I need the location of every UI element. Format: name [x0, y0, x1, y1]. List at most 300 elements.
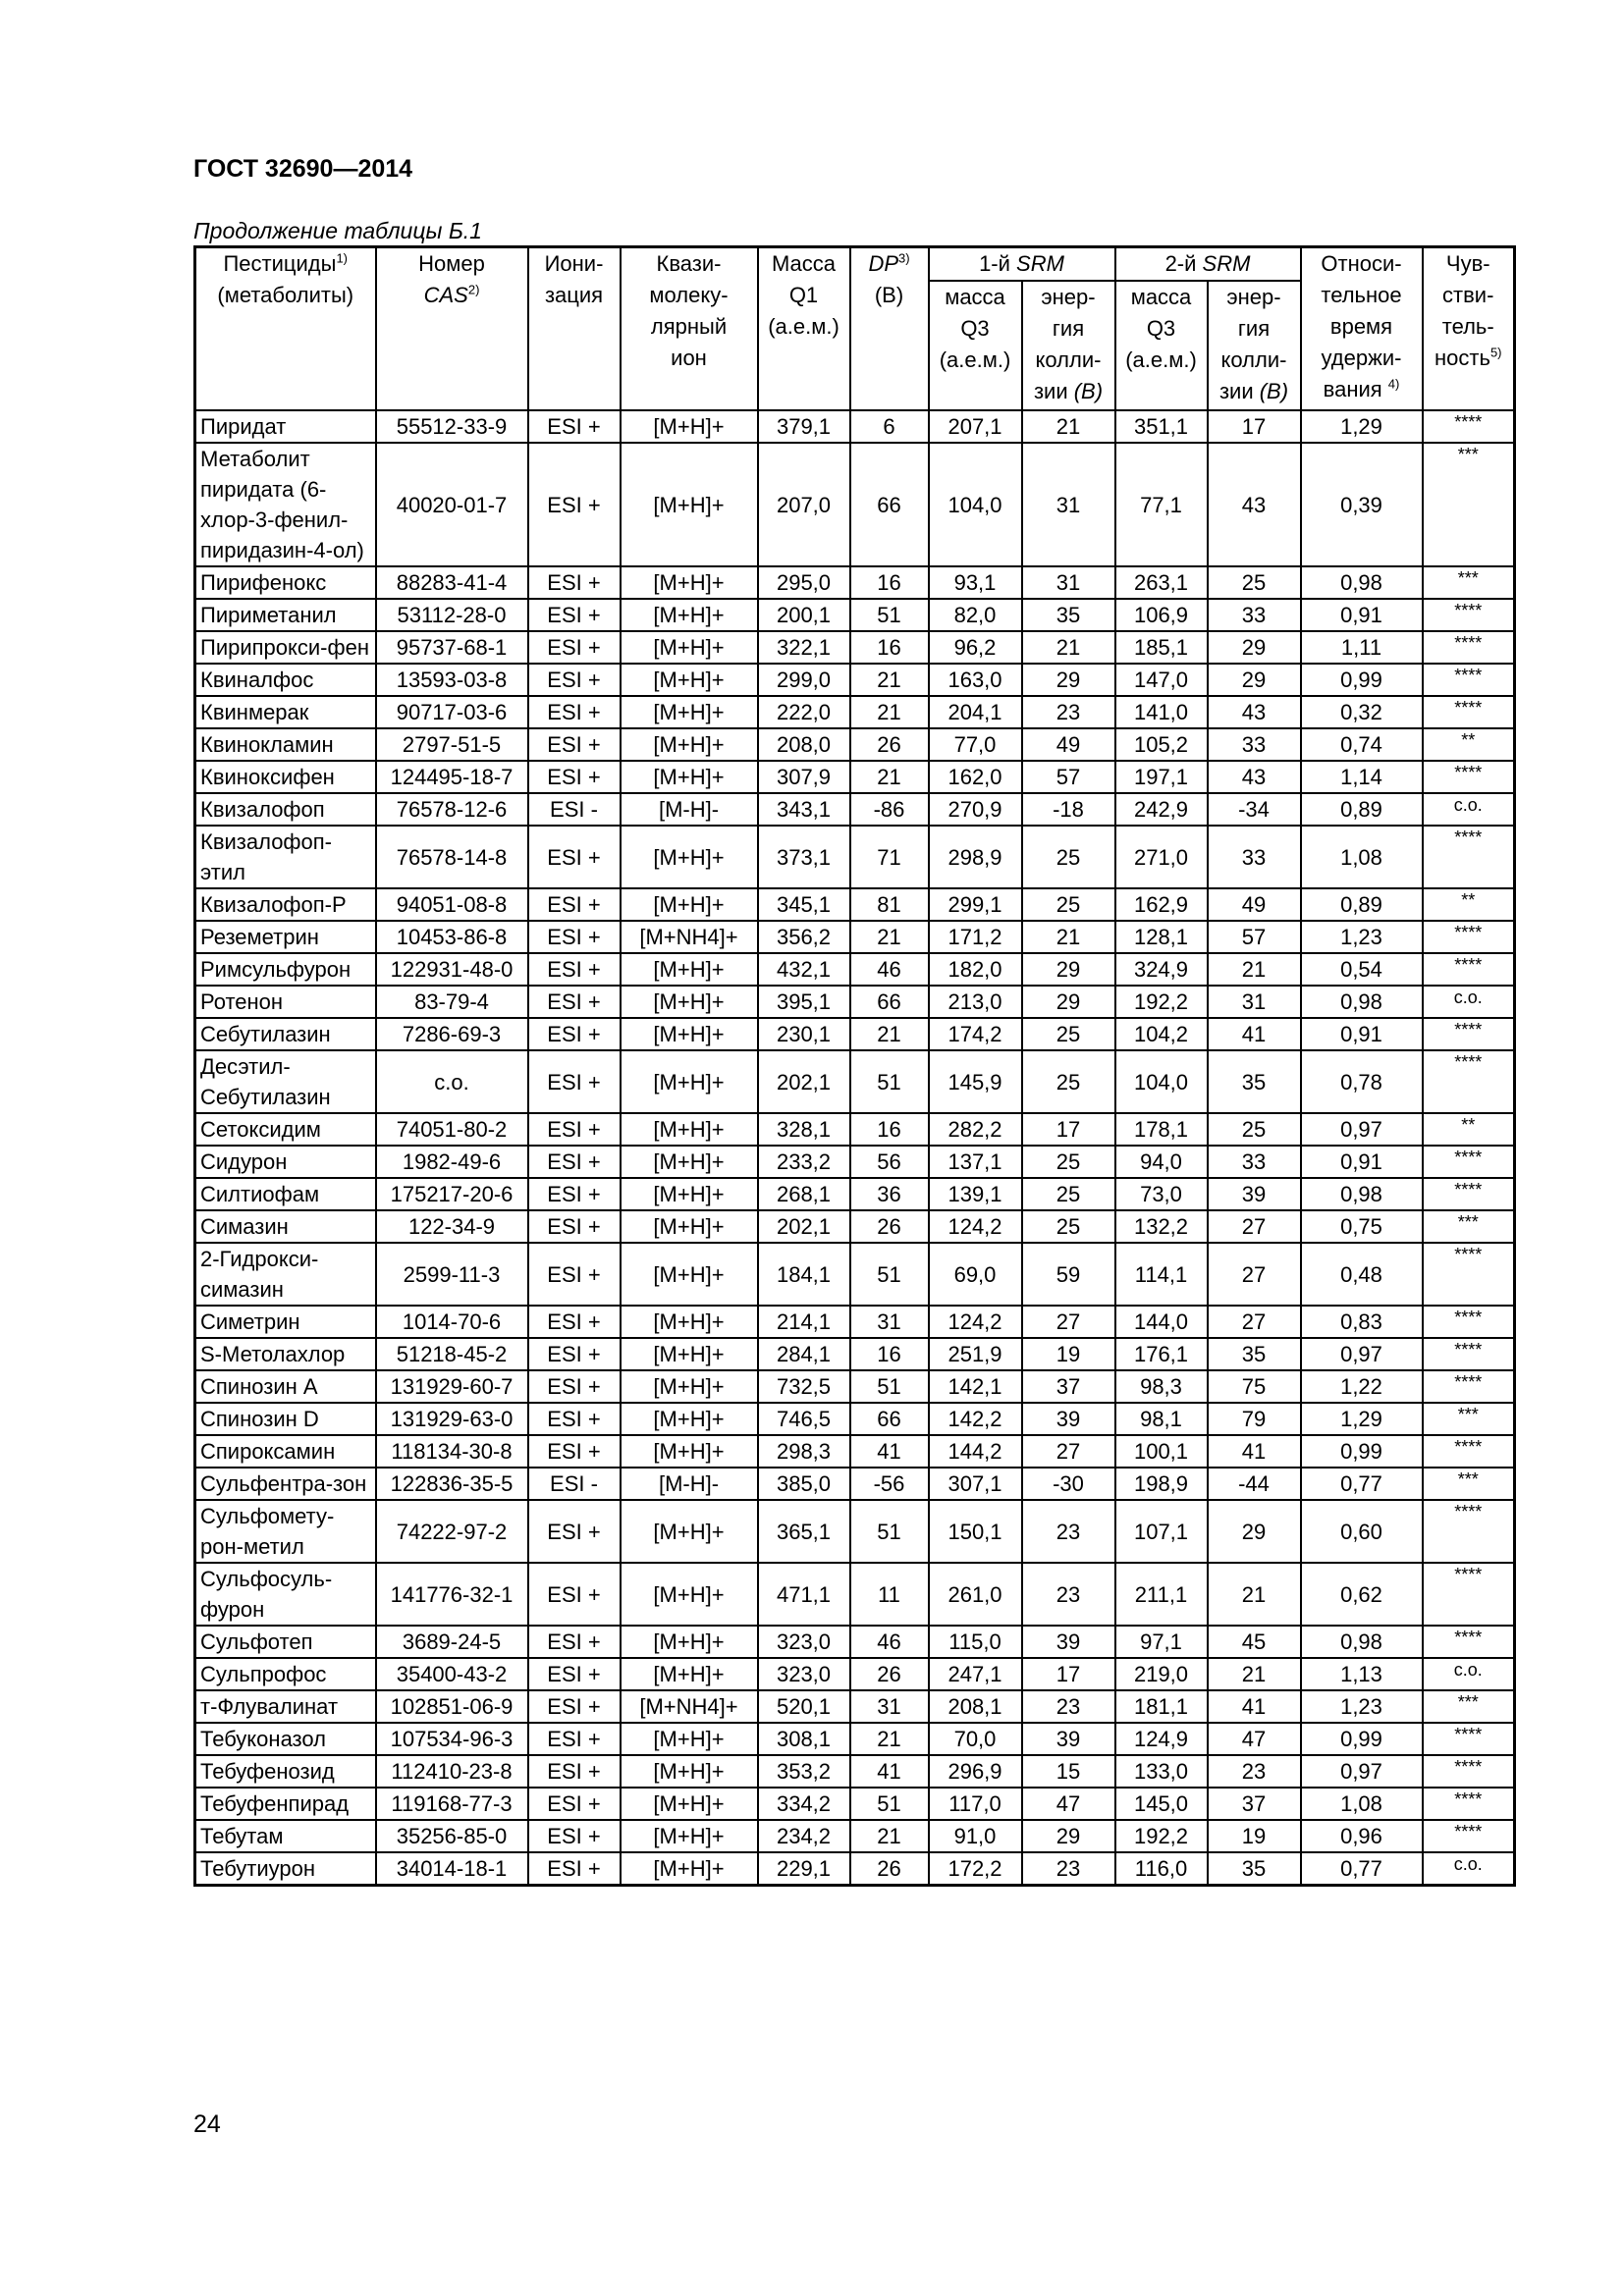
quasi-molecular-ion: [M+H]+ — [621, 1788, 758, 1820]
srm1-collision-energy: 49 — [1022, 728, 1115, 761]
relative-retention-time: 0,48 — [1301, 1243, 1423, 1306]
sensitivity: с.о. — [1423, 1852, 1515, 1886]
srm2-collision-energy: 21 — [1208, 1563, 1301, 1626]
mass-q1: 230,1 — [758, 1018, 850, 1050]
ionization: ESI + — [528, 631, 621, 664]
quasi-molecular-ion: [M+H]+ — [621, 1113, 758, 1146]
srm2-collision-energy: 27 — [1208, 1243, 1301, 1306]
srm2-collision-energy: 33 — [1208, 1146, 1301, 1178]
srm2-mass-q3: 106,9 — [1115, 599, 1208, 631]
declustering-potential: 21 — [850, 921, 929, 953]
declustering-potential: 31 — [850, 1690, 929, 1723]
ionization: ESI + — [528, 761, 621, 793]
srm1-mass-q3: 163,0 — [929, 664, 1022, 696]
declustering-potential: 51 — [850, 1050, 929, 1113]
relative-retention-time: 0,54 — [1301, 953, 1423, 986]
ionization: ESI + — [528, 1852, 621, 1886]
srm1-mass-q3: 296,9 — [929, 1755, 1022, 1788]
mass-q1: 395,1 — [758, 986, 850, 1018]
declustering-potential: 31 — [850, 1306, 929, 1338]
pesticide-name: S-Метолахлор — [195, 1338, 376, 1370]
relative-retention-time: 0,77 — [1301, 1468, 1423, 1500]
table-row — [195, 664, 1515, 696]
pesticide-name: Квинокламин — [195, 728, 376, 761]
declustering-potential: 21 — [850, 664, 929, 696]
declustering-potential: 81 — [850, 888, 929, 921]
cas-number: 90717-03-6 — [376, 696, 528, 728]
table-row — [195, 921, 1515, 953]
table-row — [195, 1658, 1515, 1690]
relative-retention-time: 0,97 — [1301, 1338, 1423, 1370]
pesticide-table — [193, 245, 1516, 1887]
srm1-mass-q3: 93,1 — [929, 566, 1022, 599]
srm1-mass-q3: 77,0 — [929, 728, 1022, 761]
cas-number: 53112-28-0 — [376, 599, 528, 631]
srm1-mass-q3: 182,0 — [929, 953, 1022, 986]
table-row — [195, 1468, 1515, 1500]
srm1-mass-q3: 270,9 — [929, 793, 1022, 826]
table-row — [195, 1018, 1515, 1050]
mass-q1: 229,1 — [758, 1852, 850, 1886]
table-row — [195, 1113, 1515, 1146]
mass-q1: 233,2 — [758, 1146, 850, 1178]
srm2-collision-energy: 27 — [1208, 1306, 1301, 1338]
relative-retention-time: 1,23 — [1301, 921, 1423, 953]
ionization: ESI + — [528, 1113, 621, 1146]
relative-retention-time: 1,13 — [1301, 1658, 1423, 1690]
srm1-mass-q3: 142,1 — [929, 1370, 1022, 1403]
table-row — [195, 1690, 1515, 1723]
pesticide-name: Квиналфос — [195, 664, 376, 696]
quasi-molecular-ion: [M+H]+ — [621, 1626, 758, 1658]
cas-number: 83-79-4 — [376, 986, 528, 1018]
quasi-molecular-ion: [M+H]+ — [621, 1403, 758, 1435]
quasi-molecular-ion: [M+H]+ — [621, 1306, 758, 1338]
pesticide-name: Тебуфенпирад — [195, 1788, 376, 1820]
table-row — [195, 1788, 1515, 1820]
pesticide-name: Себутилазин — [195, 1018, 376, 1050]
table-row — [195, 631, 1515, 664]
sensitivity: **** — [1423, 1050, 1515, 1113]
table-row — [195, 1210, 1515, 1243]
table-row — [195, 599, 1515, 631]
sensitivity: **** — [1423, 1435, 1515, 1468]
quasi-molecular-ion: [M+H]+ — [621, 1755, 758, 1788]
srm1-mass-q3: 282,2 — [929, 1113, 1022, 1146]
declustering-potential: 41 — [850, 1435, 929, 1468]
mass-q1: 202,1 — [758, 1050, 850, 1113]
table-body — [195, 410, 1515, 1886]
sensitivity: **** — [1423, 1500, 1515, 1563]
table-row — [195, 1723, 1515, 1755]
cas-number: 131929-60-7 — [376, 1370, 528, 1403]
sensitivity: с.о. — [1423, 1658, 1515, 1690]
table-row — [195, 1500, 1515, 1563]
srm2-collision-energy: 41 — [1208, 1435, 1301, 1468]
table-row — [195, 1146, 1515, 1178]
ionization: ESI + — [528, 1723, 621, 1755]
pesticide-name: Квизалофоп-этил — [195, 826, 376, 888]
mass-q1: 299,0 — [758, 664, 850, 696]
quasi-molecular-ion: [M+H]+ — [621, 1178, 758, 1210]
srm2-collision-energy: 39 — [1208, 1178, 1301, 1210]
sensitivity: ** — [1423, 728, 1515, 761]
quasi-molecular-ion: [M+H]+ — [621, 1435, 758, 1468]
srm2-mass-q3: 162,9 — [1115, 888, 1208, 921]
srm1-collision-energy: 17 — [1022, 1658, 1115, 1690]
document-code: ГОСТ 32690—2014 — [193, 155, 413, 183]
cas-number: 40020-01-7 — [376, 443, 528, 566]
srm2-mass-q3: 94,0 — [1115, 1146, 1208, 1178]
srm2-mass-q3: 192,2 — [1115, 986, 1208, 1018]
quasi-molecular-ion: [M+H]+ — [621, 953, 758, 986]
srm2-mass-q3: 132,2 — [1115, 1210, 1208, 1243]
cas-number: с.о. — [376, 1050, 528, 1113]
header-srm-2: 2-й SRM — [1115, 247, 1301, 282]
srm1-mass-q3: 124,2 — [929, 1306, 1022, 1338]
quasi-molecular-ion: [M+NH4]+ — [621, 921, 758, 953]
header-quasi-molecular-ion: Квази- молеку- лярный ион — [621, 247, 758, 411]
pesticide-name: Сульпрофос — [195, 1658, 376, 1690]
srm1-mass-q3: 299,1 — [929, 888, 1022, 921]
table-row — [195, 1626, 1515, 1658]
srm2-mass-q3: 107,1 — [1115, 1500, 1208, 1563]
mass-q1: 334,2 — [758, 1788, 850, 1820]
ionization: ESI + — [528, 566, 621, 599]
srm1-collision-energy: 23 — [1022, 1852, 1115, 1886]
declustering-potential: 16 — [850, 1338, 929, 1370]
ionization: ESI + — [528, 1658, 621, 1690]
srm2-mass-q3: 104,0 — [1115, 1050, 1208, 1113]
sensitivity: **** — [1423, 1788, 1515, 1820]
ionization: ESI + — [528, 1690, 621, 1723]
srm1-collision-energy: 15 — [1022, 1755, 1115, 1788]
pesticide-name: Тебуфенозид — [195, 1755, 376, 1788]
cas-number: 7286-69-3 — [376, 1018, 528, 1050]
declustering-potential: 66 — [850, 443, 929, 566]
quasi-molecular-ion: [M+H]+ — [621, 1338, 758, 1370]
pesticide-name: Тебуконазол — [195, 1723, 376, 1755]
mass-q1: 471,1 — [758, 1563, 850, 1626]
declustering-potential: 16 — [850, 631, 929, 664]
srm1-collision-energy: 25 — [1022, 1210, 1115, 1243]
mass-q1: 207,0 — [758, 443, 850, 566]
table-row — [195, 1338, 1515, 1370]
relative-retention-time: 1,14 — [1301, 761, 1423, 793]
cas-number: 122836-35-5 — [376, 1468, 528, 1500]
relative-retention-time: 0,96 — [1301, 1820, 1423, 1852]
declustering-potential: 71 — [850, 826, 929, 888]
cas-number: 35256-85-0 — [376, 1820, 528, 1852]
srm1-collision-energy: 23 — [1022, 1563, 1115, 1626]
ionization: ESI + — [528, 664, 621, 696]
pesticide-name: Реземетрин — [195, 921, 376, 953]
quasi-molecular-ion: [M+H]+ — [621, 826, 758, 888]
table-row — [195, 1306, 1515, 1338]
quasi-molecular-ion: [M+H]+ — [621, 631, 758, 664]
ionization: ESI + — [528, 1755, 621, 1788]
srm2-collision-energy: 31 — [1208, 986, 1301, 1018]
quasi-molecular-ion: [M+H]+ — [621, 1563, 758, 1626]
srm2-mass-q3: 181,1 — [1115, 1690, 1208, 1723]
ionization: ESI - — [528, 1468, 621, 1500]
quasi-molecular-ion: [M+NH4]+ — [621, 1690, 758, 1723]
srm1-collision-energy: 29 — [1022, 664, 1115, 696]
table-row — [195, 953, 1515, 986]
srm1-collision-energy: 35 — [1022, 599, 1115, 631]
header-srm2-energy: энер- гия колли- зии (В) — [1208, 281, 1301, 410]
quasi-molecular-ion: [M+H]+ — [621, 761, 758, 793]
srm2-collision-energy: 29 — [1208, 631, 1301, 664]
srm1-mass-q3: 91,0 — [929, 1820, 1022, 1852]
ionization: ESI + — [528, 1146, 621, 1178]
relative-retention-time: 0,99 — [1301, 1435, 1423, 1468]
mass-q1: 353,2 — [758, 1755, 850, 1788]
declustering-potential: 26 — [850, 728, 929, 761]
srm1-mass-q3: 247,1 — [929, 1658, 1022, 1690]
srm1-collision-energy: 39 — [1022, 1403, 1115, 1435]
srm1-collision-energy: 23 — [1022, 1500, 1115, 1563]
srm2-mass-q3: 147,0 — [1115, 664, 1208, 696]
table-row — [195, 986, 1515, 1018]
pesticide-name: Тебутам — [195, 1820, 376, 1852]
srm1-mass-q3: 150,1 — [929, 1500, 1022, 1563]
srm1-mass-q3: 144,2 — [929, 1435, 1022, 1468]
srm2-mass-q3: 124,9 — [1115, 1723, 1208, 1755]
cas-number: 131929-63-0 — [376, 1403, 528, 1435]
declustering-potential: 6 — [850, 410, 929, 443]
srm2-mass-q3: 185,1 — [1115, 631, 1208, 664]
mass-q1: 373,1 — [758, 826, 850, 888]
srm1-collision-energy: 29 — [1022, 986, 1115, 1018]
mass-q1: 746,5 — [758, 1403, 850, 1435]
srm1-collision-energy: 21 — [1022, 410, 1115, 443]
sensitivity: **** — [1423, 631, 1515, 664]
srm1-collision-energy: -18 — [1022, 793, 1115, 826]
sensitivity: *** — [1423, 566, 1515, 599]
pesticide-name: Квизалофоп — [195, 793, 376, 826]
srm2-mass-q3: 145,0 — [1115, 1788, 1208, 1820]
srm2-collision-energy: 29 — [1208, 664, 1301, 696]
srm1-mass-q3: 251,9 — [929, 1338, 1022, 1370]
cas-number: 76578-12-6 — [376, 793, 528, 826]
cas-number: 76578-14-8 — [376, 826, 528, 888]
srm1-collision-energy: 23 — [1022, 1690, 1115, 1723]
ionization: ESI + — [528, 1820, 621, 1852]
sensitivity: **** — [1423, 953, 1515, 986]
declustering-potential: 66 — [850, 986, 929, 1018]
mass-q1: 356,2 — [758, 921, 850, 953]
relative-retention-time: 1,29 — [1301, 1403, 1423, 1435]
srm1-collision-energy: 25 — [1022, 888, 1115, 921]
quasi-molecular-ion: [M+H]+ — [621, 986, 758, 1018]
sensitivity: **** — [1423, 1018, 1515, 1050]
quasi-molecular-ion: [M+H]+ — [621, 566, 758, 599]
srm2-mass-q3: 114,1 — [1115, 1243, 1208, 1306]
relative-retention-time: 0,89 — [1301, 888, 1423, 921]
declustering-potential: 51 — [850, 1243, 929, 1306]
srm1-collision-energy: 47 — [1022, 1788, 1115, 1820]
relative-retention-time: 0,99 — [1301, 664, 1423, 696]
ionization: ESI + — [528, 1563, 621, 1626]
cas-number: 2599-11-3 — [376, 1243, 528, 1306]
srm1-collision-energy: 31 — [1022, 566, 1115, 599]
ionization: ESI + — [528, 1243, 621, 1306]
srm2-collision-energy: 41 — [1208, 1018, 1301, 1050]
srm2-mass-q3: 351,1 — [1115, 410, 1208, 443]
header-dp: DP$^{3)}$ (В) — [850, 247, 929, 411]
srm1-mass-q3: 213,0 — [929, 986, 1022, 1018]
srm1-mass-q3: 70,0 — [929, 1723, 1022, 1755]
mass-q1: 200,1 — [758, 599, 850, 631]
sensitivity: **** — [1423, 1370, 1515, 1403]
srm2-collision-energy: 21 — [1208, 1658, 1301, 1690]
srm1-collision-energy: 39 — [1022, 1626, 1115, 1658]
mass-q1: 323,0 — [758, 1658, 850, 1690]
srm1-collision-energy: 21 — [1022, 921, 1115, 953]
srm2-collision-energy: 79 — [1208, 1403, 1301, 1435]
cas-number: 3689-24-5 — [376, 1626, 528, 1658]
srm2-collision-energy: 47 — [1208, 1723, 1301, 1755]
ionization: ESI + — [528, 1306, 621, 1338]
srm1-mass-q3: 96,2 — [929, 631, 1022, 664]
sensitivity: *** — [1423, 1403, 1515, 1435]
header-ionization: Иони- зация — [528, 247, 621, 411]
declustering-potential: 66 — [850, 1403, 929, 1435]
declustering-potential: 26 — [850, 1658, 929, 1690]
table-row — [195, 793, 1515, 826]
sensitivity: *** — [1423, 1468, 1515, 1500]
quasi-molecular-ion: [M-H]- — [621, 1468, 758, 1500]
srm1-collision-energy: -30 — [1022, 1468, 1115, 1500]
relative-retention-time: 0,78 — [1301, 1050, 1423, 1113]
srm1-collision-energy: 27 — [1022, 1435, 1115, 1468]
sensitivity: **** — [1423, 1178, 1515, 1210]
quasi-molecular-ion: [M+H]+ — [621, 1820, 758, 1852]
cas-number: 1982-49-6 — [376, 1146, 528, 1178]
sensitivity: **** — [1423, 1146, 1515, 1178]
mass-q1: 365,1 — [758, 1500, 850, 1563]
srm1-collision-energy: 19 — [1022, 1338, 1115, 1370]
relative-retention-time: 0,62 — [1301, 1563, 1423, 1626]
mass-q1: 385,0 — [758, 1468, 850, 1500]
mass-q1: 268,1 — [758, 1178, 850, 1210]
cas-number: 95737-68-1 — [376, 631, 528, 664]
table-row — [195, 728, 1515, 761]
sensitivity: с.о. — [1423, 986, 1515, 1018]
ionization: ESI + — [528, 1788, 621, 1820]
ionization: ESI + — [528, 1050, 621, 1113]
header-srm1-mass: масса Q3 (а.е.м.) — [929, 281, 1022, 410]
sensitivity: *** — [1423, 443, 1515, 566]
mass-q1: 295,0 — [758, 566, 850, 599]
declustering-potential: 51 — [850, 1370, 929, 1403]
mass-q1: 202,1 — [758, 1210, 850, 1243]
table-row — [195, 888, 1515, 921]
srm2-collision-energy: 25 — [1208, 1113, 1301, 1146]
quasi-molecular-ion: [M+H]+ — [621, 1018, 758, 1050]
srm1-mass-q3: 174,2 — [929, 1018, 1022, 1050]
srm2-collision-energy: 19 — [1208, 1820, 1301, 1852]
relative-retention-time: 1,23 — [1301, 1690, 1423, 1723]
mass-q1: 307,9 — [758, 761, 850, 793]
pesticide-name: Сульфотеп — [195, 1626, 376, 1658]
header-srm-1: 1-й SRM — [929, 247, 1115, 282]
relative-retention-time: 0,98 — [1301, 566, 1423, 599]
srm2-mass-q3: 271,0 — [1115, 826, 1208, 888]
srm1-collision-energy: 25 — [1022, 826, 1115, 888]
table-row — [195, 1563, 1515, 1626]
ionization: ESI + — [528, 1210, 621, 1243]
declustering-potential: 26 — [850, 1852, 929, 1886]
srm2-collision-energy: 41 — [1208, 1690, 1301, 1723]
cas-number: 107534-96-3 — [376, 1723, 528, 1755]
pesticide-name: Ротенон — [195, 986, 376, 1018]
sensitivity: ** — [1423, 1113, 1515, 1146]
pesticide-name: Сетоксидим — [195, 1113, 376, 1146]
declustering-potential: 21 — [850, 696, 929, 728]
srm1-mass-q3: 162,0 — [929, 761, 1022, 793]
srm2-mass-q3: 97,1 — [1115, 1626, 1208, 1658]
ionization: ESI + — [528, 921, 621, 953]
table-row — [195, 696, 1515, 728]
declustering-potential: 16 — [850, 1113, 929, 1146]
srm1-collision-energy: 37 — [1022, 1370, 1115, 1403]
srm1-mass-q3: 307,1 — [929, 1468, 1022, 1500]
cas-number: 122931-48-0 — [376, 953, 528, 986]
cas-number: 35400-43-2 — [376, 1658, 528, 1690]
srm2-collision-energy: 35 — [1208, 1338, 1301, 1370]
pesticide-name: Спинозин А — [195, 1370, 376, 1403]
relative-retention-time: 0,98 — [1301, 1626, 1423, 1658]
mass-q1: 184,1 — [758, 1243, 850, 1306]
srm2-mass-q3: 104,2 — [1115, 1018, 1208, 1050]
pesticide-name: Силтиофам — [195, 1178, 376, 1210]
srm1-collision-energy: 25 — [1022, 1178, 1115, 1210]
mass-q1: 322,1 — [758, 631, 850, 664]
srm2-mass-q3: 144,0 — [1115, 1306, 1208, 1338]
page-number: 24 — [193, 2110, 221, 2138]
mass-q1: 520,1 — [758, 1690, 850, 1723]
srm2-collision-energy: 49 — [1208, 888, 1301, 921]
srm1-collision-energy: 17 — [1022, 1113, 1115, 1146]
relative-retention-time: 0,32 — [1301, 696, 1423, 728]
srm1-mass-q3: 82,0 — [929, 599, 1022, 631]
cas-number: 102851-06-9 — [376, 1690, 528, 1723]
ionization: ESI + — [528, 986, 621, 1018]
srm1-mass-q3: 115,0 — [929, 1626, 1022, 1658]
declustering-potential: 51 — [850, 1500, 929, 1563]
declustering-potential: -86 — [850, 793, 929, 826]
table-row — [195, 761, 1515, 793]
srm1-mass-q3: 137,1 — [929, 1146, 1022, 1178]
srm1-mass-q3: 139,1 — [929, 1178, 1022, 1210]
srm2-collision-energy: 57 — [1208, 921, 1301, 953]
srm2-collision-energy: 17 — [1208, 410, 1301, 443]
relative-retention-time: 0,98 — [1301, 986, 1423, 1018]
quasi-molecular-ion: [M+H]+ — [621, 1500, 758, 1563]
sensitivity: **** — [1423, 1755, 1515, 1788]
mass-q1: 284,1 — [758, 1338, 850, 1370]
srm1-mass-q3: 145,9 — [929, 1050, 1022, 1113]
srm1-collision-energy: 27 — [1022, 1306, 1115, 1338]
cas-number: 175217-20-6 — [376, 1178, 528, 1210]
pesticide-name: Римсульфурон — [195, 953, 376, 986]
header-srm2-mass: масса Q3 (а.е.м.) — [1115, 281, 1208, 410]
cas-number: 119168-77-3 — [376, 1788, 528, 1820]
ionization: ESI + — [528, 1018, 621, 1050]
declustering-potential: 11 — [850, 1563, 929, 1626]
